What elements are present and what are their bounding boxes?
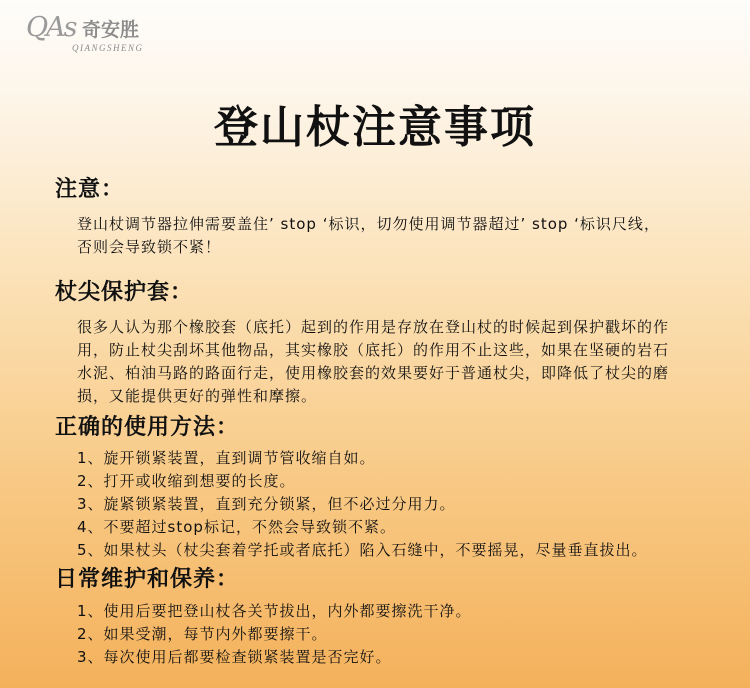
tip-cover-heading: 杖尖保护套：	[55, 280, 194, 305]
usage-list	[77, 447, 687, 562]
brand-logo	[26, 12, 166, 56]
maintenance-item: 3、每次使用后都要检查锁紧装置是否完好。	[77, 648, 392, 666]
logo-brand-name: 奇安胜	[82, 19, 140, 41]
usage-item: 5、如果杖头（杖尖套着学托或者底托）陷入石缝中，不要摇晃，尽量垂直拔出。	[77, 541, 648, 559]
note-text	[77, 213, 687, 259]
usage-item: 4、不要超过stop标记，不然会导致锁不紧。	[77, 518, 396, 536]
note-line: 登山杖调节器拉伸需要盖住’ stop ‘标识，切勿使用调节器超过’ stop ‘标识尺线，	[77, 215, 660, 233]
logo-pinyin: QIANGSHENG	[72, 43, 144, 53]
page-title: 登山杖注意事项	[214, 102, 536, 153]
note-line: 否则会导致锁不紧！	[77, 238, 222, 256]
logo-mark: QAs	[26, 12, 76, 43]
tip-cover-line: 损，又能提供更好的弹性和摩擦。	[77, 387, 318, 405]
usage-item: 1、旋开锁紧装置，直到调节管收缩自如。	[77, 449, 376, 467]
tip-cover-line: 很多人认为那个橡胶套（底托）起到的作用是存放在登山杖的时候起到保护戳坏的作	[77, 318, 670, 336]
tip-cover-line: 水泥、柏油马路的路面行走，使用橡胶套的效果要好于普通杖尖，即降低了杖尖的磨	[77, 364, 670, 382]
usage-heading: 正确的使用方法：	[55, 415, 240, 440]
maintenance-item: 1、使用后要把登山杖各关节拔出，内外都要擦洗干净。	[77, 602, 472, 620]
tip-cover-line: 用，防止杖尖刮坏其他物品，其实橡胶（底托）的作用不止这些，如果在坚硬的岩石	[77, 341, 670, 359]
usage-item: 2、打开或收缩到想要的长度。	[77, 472, 296, 490]
maintenance-item: 2、如果受潮，每节内外都要擦干。	[77, 625, 328, 643]
maintenance-list	[77, 600, 687, 669]
note-heading: 注意：	[55, 177, 125, 202]
tip-cover-text	[77, 316, 687, 408]
maintenance-heading: 日常维护和保养：	[55, 567, 240, 592]
usage-item: 3、旋紧锁紧装置，直到充分锁紧，但不必过分用力。	[77, 495, 456, 513]
